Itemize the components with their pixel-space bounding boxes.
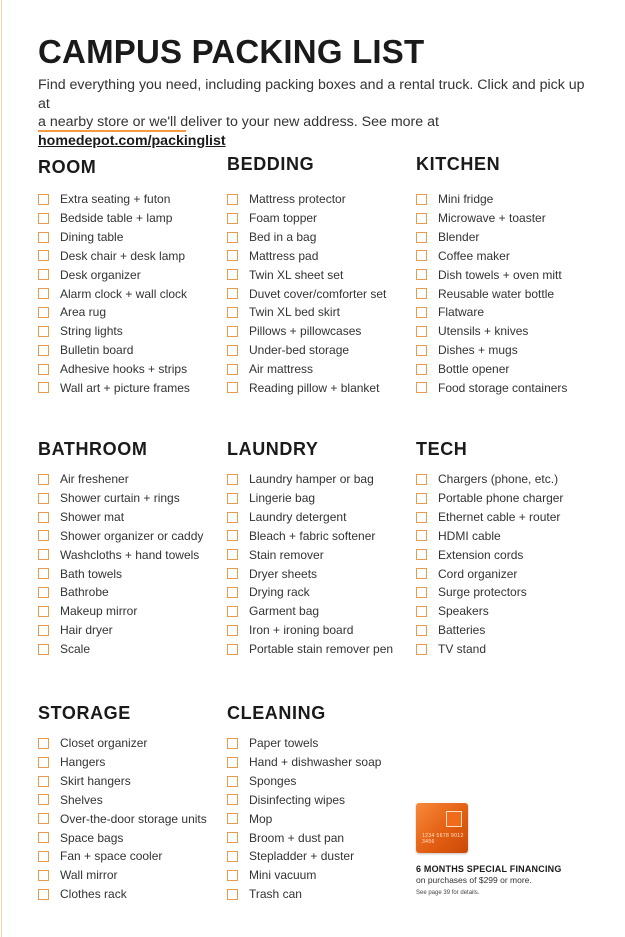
checkbox[interactable] (227, 364, 238, 375)
checklist-item[interactable] (416, 303, 567, 322)
checklist (38, 734, 207, 904)
checklist-item-label: Makeup mirror (60, 604, 138, 619)
checkbox[interactable] (416, 288, 427, 299)
checkbox[interactable] (416, 269, 427, 280)
checklist-item-label: Space bags (60, 830, 124, 845)
checkbox[interactable] (227, 549, 238, 560)
checklist-item-label: Mattress pad (249, 248, 319, 263)
checkbox[interactable] (38, 606, 49, 617)
checklist-item[interactable] (416, 545, 563, 564)
checklist-item[interactable] (416, 190, 567, 209)
page-edge-line (1, 0, 2, 937)
checklist-item-label: Twin XL bed skirt (249, 305, 340, 320)
checklist-item[interactable] (227, 341, 386, 360)
checklist-item[interactable] (38, 489, 203, 508)
checkbox[interactable] (38, 587, 49, 598)
intro-text (38, 76, 598, 150)
checklist-item-label: Stepladder + duster (249, 849, 355, 864)
checklist-item-label: Lingerie bag (249, 491, 316, 506)
checklist-item-label: Reading pillow + blanket (249, 380, 380, 395)
checkbox[interactable] (227, 512, 238, 523)
checklist-item[interactable] (227, 866, 381, 885)
packing-list-link[interactable]: homedepot.com/packinglist (38, 132, 226, 149)
checkbox[interactable] (416, 530, 427, 541)
checklist-item-label: String lights (60, 324, 123, 339)
checklist-item-label: Fan + space cooler (60, 849, 163, 864)
checklist-item-label: Wall mirror (60, 868, 118, 883)
checklist-item-label: Sponges (249, 774, 297, 789)
checkbox[interactable] (416, 549, 427, 560)
checkbox[interactable] (416, 345, 427, 356)
section-heading: TECH (416, 439, 468, 459)
checklist-item-label: Ethernet cable + router (438, 510, 561, 525)
checklist-item-label: Batteries (438, 623, 486, 638)
section-heading: ROOM (38, 157, 97, 177)
checklist-item-label: Shower organizer or caddy (60, 528, 204, 543)
checklist-item[interactable] (38, 621, 203, 640)
checklist-item-label: Air mattress (249, 362, 314, 377)
checklist (227, 470, 393, 658)
checklist-item-label: Paper towels (249, 736, 319, 751)
checkbox[interactable] (227, 776, 238, 787)
checklist-item[interactable] (227, 885, 381, 904)
checklist-item[interactable] (227, 209, 386, 228)
checklist-item-label: Chargers (phone, etc.) (438, 472, 559, 487)
checkbox[interactable] (38, 625, 49, 636)
checklist-item[interactable] (38, 847, 207, 866)
checkbox[interactable] (38, 345, 49, 356)
checklist-item-label: Speakers (438, 604, 489, 619)
checkbox[interactable] (416, 250, 427, 261)
checklist-item-label: Bath towels (60, 566, 123, 581)
section-kitchen (416, 153, 606, 395)
checklist-item[interactable] (416, 470, 563, 489)
checklist-item[interactable] (38, 602, 203, 621)
checkbox[interactable] (38, 813, 49, 824)
checklist-item[interactable] (38, 228, 190, 247)
financing-promo (416, 803, 606, 896)
checklist-item[interactable] (416, 265, 567, 284)
section-heading: KITCHEN (416, 154, 501, 174)
checkbox[interactable] (416, 512, 427, 523)
checklist-item-label: Reusable water bottle (438, 286, 555, 301)
checklist-item[interactable] (227, 791, 381, 810)
checklist-item[interactable] (416, 360, 567, 379)
checkbox[interactable] (227, 757, 238, 768)
checklist-item-label: Clothes rack (60, 887, 127, 902)
checkbox[interactable] (416, 232, 427, 243)
checklist-item-label: Stain remover (249, 547, 324, 562)
store-logo-icon (446, 811, 462, 827)
checklist-item[interactable] (227, 828, 381, 847)
checkbox[interactable] (38, 512, 49, 523)
checkbox[interactable] (416, 587, 427, 598)
checklist-item[interactable] (227, 564, 393, 583)
checklist-item-label: Foam topper (249, 211, 318, 226)
checkbox[interactable] (38, 889, 49, 900)
checklist-item[interactable] (416, 228, 567, 247)
checklist-item-label: Blender (438, 230, 480, 245)
checklist-item[interactable] (416, 209, 567, 228)
checklist-item-label: Hand + dishwasher soap (249, 755, 382, 770)
checklist-item-label: Closet organizer (60, 736, 148, 751)
checklist-item-label: Skirt hangers (60, 774, 131, 789)
checkbox[interactable] (38, 250, 49, 261)
checklist-item[interactable] (227, 527, 393, 546)
checklist-item-label: Coffee maker (438, 248, 510, 263)
checklist-item-label: Bed in a bag (249, 230, 317, 245)
checklist-item[interactable] (227, 772, 381, 791)
checklist-item-label: Microwave + toaster (438, 211, 546, 226)
checklist-item[interactable] (227, 545, 393, 564)
checklist-item-label: Cord organizer (438, 566, 518, 581)
checklist-item-label: Laundry detergent (249, 510, 347, 525)
checkbox[interactable] (416, 568, 427, 579)
checklist-item-label: Over-the-door storage units (60, 811, 207, 826)
checklist-item[interactable] (227, 190, 386, 209)
checkbox[interactable] (416, 194, 427, 205)
card-number: 1234 5678 9012 3456 (422, 833, 464, 845)
checkbox[interactable] (416, 307, 427, 318)
section-heading: STORAGE (38, 703, 131, 723)
checklist-item[interactable] (38, 828, 207, 847)
checkbox[interactable] (416, 493, 427, 504)
checklist (416, 470, 563, 658)
checklist-item-label: Mattress protector (249, 192, 346, 207)
checkbox[interactable] (227, 382, 238, 393)
checkbox[interactable] (227, 530, 238, 541)
checkbox[interactable] (227, 213, 238, 224)
checklist-item-label: Portable phone charger (438, 491, 564, 506)
checkbox[interactable] (38, 382, 49, 393)
checklist-item[interactable] (38, 284, 190, 303)
checklist-item-label: Hair dryer (60, 623, 113, 638)
checklist-item-label: Flatware (438, 305, 485, 320)
checklist-item[interactable] (416, 341, 567, 360)
checklist (38, 470, 203, 658)
checkbox[interactable] (416, 474, 427, 485)
checklist-item[interactable] (227, 809, 381, 828)
checkbox[interactable] (38, 213, 49, 224)
checklist-item[interactable] (227, 583, 393, 602)
checkbox[interactable] (416, 326, 427, 337)
checklist-item[interactable] (227, 847, 381, 866)
checklist-item[interactable] (38, 322, 190, 341)
intro-line-2-text: a nearby store or we'll deliver to your new address. See more at (38, 114, 439, 130)
checkbox[interactable] (227, 813, 238, 824)
checklist-item[interactable] (416, 508, 563, 527)
checklist-item-label: Scale (60, 642, 91, 657)
orange-divider (38, 130, 186, 132)
checklist-item[interactable] (38, 866, 207, 885)
checkbox[interactable] (227, 232, 238, 243)
checklist-item[interactable] (227, 621, 393, 640)
checklist-item[interactable] (38, 265, 190, 284)
promo-note: See page 39 for details. (416, 890, 480, 896)
checklist-item-label: Under-bed storage (249, 343, 350, 358)
checklist-item[interactable] (416, 378, 567, 397)
checkbox[interactable] (38, 364, 49, 375)
checkbox[interactable] (38, 232, 49, 243)
checkbox[interactable] (38, 326, 49, 337)
checklist-item-label: Twin XL sheet set (249, 267, 344, 282)
checkbox[interactable] (416, 382, 427, 393)
checklist-item-label: Bottle opener (438, 362, 510, 377)
checklist-item-label: Desk organizer (60, 267, 141, 282)
checklist-item[interactable] (38, 545, 203, 564)
checkbox[interactable] (227, 307, 238, 318)
checklist-item-label: Utensils + knives (438, 324, 529, 339)
checklist-item-label: Extension cords (438, 547, 524, 562)
checkbox[interactable] (227, 269, 238, 280)
checklist-item[interactable] (38, 508, 203, 527)
checklist-item-label: Shower mat (60, 510, 125, 525)
checklist (227, 734, 381, 904)
checkbox[interactable] (38, 644, 49, 655)
checklist-item-label: Trash can (249, 887, 302, 902)
checklist-item-label: Washcloths + hand towels (60, 547, 200, 562)
checklist-item-label: Extra seating + futon (60, 192, 171, 207)
section-heading: CLEANING (227, 703, 326, 723)
checklist (416, 190, 567, 397)
checkbox[interactable] (38, 851, 49, 862)
checkbox[interactable] (38, 194, 49, 205)
checklist-item-label: Mop (249, 811, 273, 826)
checklist-item[interactable] (38, 809, 207, 828)
checklist-item[interactable] (38, 341, 190, 360)
checklist (38, 190, 190, 397)
checklist-item[interactable] (227, 284, 386, 303)
section-cleaning (227, 702, 417, 902)
checklist-item[interactable] (416, 602, 563, 621)
checklist-item-label: Food storage containers (438, 380, 568, 395)
checkbox[interactable] (416, 644, 427, 655)
section-heading: BATHROOM (38, 439, 148, 459)
checklist-item-label: Shower curtain + rings (60, 491, 180, 506)
checklist-item[interactable] (416, 527, 563, 546)
checklist-item-label: Mini vacuum (249, 868, 317, 883)
checklist-item[interactable] (227, 508, 393, 527)
checklist-item-label: Dining table (60, 230, 124, 245)
section-heading: LAUNDRY (227, 439, 319, 459)
checklist-item[interactable] (38, 583, 203, 602)
checklist-item-label: Mini fridge (438, 192, 494, 207)
checklist-item[interactable] (38, 885, 207, 904)
checklist-item[interactable] (416, 247, 567, 266)
checklist-item-label: Desk chair + desk lamp (60, 248, 186, 263)
checklist-item[interactable] (227, 360, 386, 379)
checklist-item-label: Pillows + pillowcases (249, 324, 362, 339)
checklist-item-label: Bulletin board (60, 343, 134, 358)
checklist-item-label: Laundry hamper or bag (249, 472, 374, 487)
checkbox[interactable] (227, 870, 238, 881)
checkbox[interactable] (38, 832, 49, 843)
checkbox[interactable] (38, 568, 49, 579)
checkbox[interactable] (227, 194, 238, 205)
checkbox[interactable] (38, 738, 49, 749)
checklist-item[interactable] (38, 247, 190, 266)
promo-title: 6 MONTHS SPECIAL FINANCING (416, 864, 562, 874)
checkbox[interactable] (227, 606, 238, 617)
checklist-item[interactable] (227, 489, 393, 508)
checklist-item-label: Hangers (60, 755, 106, 770)
checkbox[interactable] (227, 474, 238, 485)
checklist-item[interactable] (38, 527, 203, 546)
checklist-item-label: Alarm clock + wall clock (60, 286, 188, 301)
checkbox[interactable] (416, 625, 427, 636)
checklist-item-label: Bleach + fabric softener (249, 528, 376, 543)
checklist-item[interactable] (38, 753, 207, 772)
checkbox[interactable] (227, 832, 238, 843)
promo-subtitle: on purchases of $299 or more. (416, 875, 532, 885)
checklist-item-label: Dishes + mugs (438, 343, 518, 358)
checkbox[interactable] (227, 738, 238, 749)
checklist-item[interactable] (227, 753, 381, 772)
checklist-item[interactable] (227, 734, 381, 753)
checkbox[interactable] (38, 530, 49, 541)
section-storage (38, 702, 228, 902)
checkbox[interactable] (38, 776, 49, 787)
checkbox[interactable] (416, 213, 427, 224)
checklist-item-label: HDMI cable (438, 528, 501, 543)
checklist-item[interactable] (38, 378, 190, 397)
section-bathroom (38, 438, 228, 657)
checkbox[interactable] (38, 794, 49, 805)
checklist-item[interactable] (38, 734, 207, 753)
checkbox[interactable] (38, 307, 49, 318)
checklist-item[interactable] (416, 564, 563, 583)
checklist-item-label: Dryer sheets (249, 566, 318, 581)
section-laundry (227, 438, 417, 657)
checklist-item-label: TV stand (438, 642, 487, 657)
checklist-item[interactable] (416, 322, 567, 341)
section-heading: BEDDING (227, 154, 315, 174)
intro-line-1: Find everything you need, including packing boxes and a rental truck. Click and pick up at (38, 77, 585, 112)
checklist-item-label: Surge protectors (438, 585, 527, 600)
checklist-item[interactable] (416, 640, 563, 659)
checklist-item-label: Duvet cover/comforter set (249, 286, 387, 301)
checkbox[interactable] (227, 625, 238, 636)
checklist-item[interactable] (227, 322, 386, 341)
checkbox[interactable] (416, 364, 427, 375)
checklist-item[interactable] (38, 360, 190, 379)
section-tech (416, 438, 606, 657)
checklist-item-label: Area rug (60, 305, 107, 320)
checkbox[interactable] (38, 870, 49, 881)
checklist-item-label: Shelves (60, 792, 103, 807)
checkbox[interactable] (227, 250, 238, 261)
checklist-item[interactable] (38, 190, 190, 209)
checklist-item-label: Wall art + picture frames (60, 380, 190, 395)
checkbox[interactable] (38, 757, 49, 768)
checklist (227, 190, 386, 397)
checklist-item[interactable] (227, 470, 393, 489)
checkbox[interactable] (38, 269, 49, 280)
checklist-item-label: Air freshener (60, 472, 129, 487)
checkbox[interactable] (227, 326, 238, 337)
checklist-item[interactable] (227, 640, 393, 659)
checklist-item[interactable] (227, 228, 386, 247)
checklist-item[interactable] (38, 564, 203, 583)
checklist-item[interactable] (38, 470, 203, 489)
checkbox[interactable] (416, 606, 427, 617)
checklist-item-label: Garment bag (249, 604, 320, 619)
checklist-item[interactable] (416, 489, 563, 508)
checklist-item[interactable] (227, 602, 393, 621)
checklist-item[interactable] (416, 583, 563, 602)
checklist-item-label: Disinfecting wipes (249, 792, 346, 807)
checklist-item-label: Broom + dust pan (249, 830, 345, 845)
checkbox[interactable] (227, 568, 238, 579)
checkbox[interactable] (38, 474, 49, 485)
checkbox[interactable] (227, 345, 238, 356)
checklist-item[interactable] (38, 640, 203, 659)
checkbox[interactable] (227, 794, 238, 805)
checkbox[interactable] (227, 889, 238, 900)
checklist-item[interactable] (416, 284, 567, 303)
checklist-item[interactable] (227, 303, 386, 322)
checkbox[interactable] (227, 288, 238, 299)
checklist-item[interactable] (38, 791, 207, 810)
checklist-item[interactable] (227, 265, 386, 284)
checkbox[interactable] (227, 493, 238, 504)
checklist-item[interactable] (227, 378, 386, 397)
checklist-item[interactable] (227, 247, 386, 266)
checkbox[interactable] (227, 644, 238, 655)
credit-card-image (416, 803, 468, 853)
section-bedding (227, 153, 417, 395)
checkbox[interactable] (227, 587, 238, 598)
page-title: CAMPUS PACKING LIST (38, 33, 425, 70)
checklist-item[interactable] (38, 209, 190, 228)
checkbox[interactable] (38, 493, 49, 504)
checklist-item-label: Portable stain remover pen (249, 642, 394, 657)
checklist-item-label: Drying rack (249, 585, 310, 600)
checkbox[interactable] (227, 851, 238, 862)
checklist-item-label: Iron + ironing board (249, 623, 354, 638)
checklist-item-label: Adhesive hooks + strips (60, 362, 188, 377)
checkbox[interactable] (38, 288, 49, 299)
checklist-item-label: Dish towels + oven mitt (438, 267, 562, 282)
checkbox[interactable] (38, 549, 49, 560)
section-room (38, 156, 228, 395)
checklist-item-label: Bathrobe (60, 585, 109, 600)
checklist-item[interactable] (38, 772, 207, 791)
checklist-item[interactable] (416, 621, 563, 640)
checklist-item-label: Bedside table + lamp (60, 211, 173, 226)
checklist-item[interactable] (38, 303, 190, 322)
